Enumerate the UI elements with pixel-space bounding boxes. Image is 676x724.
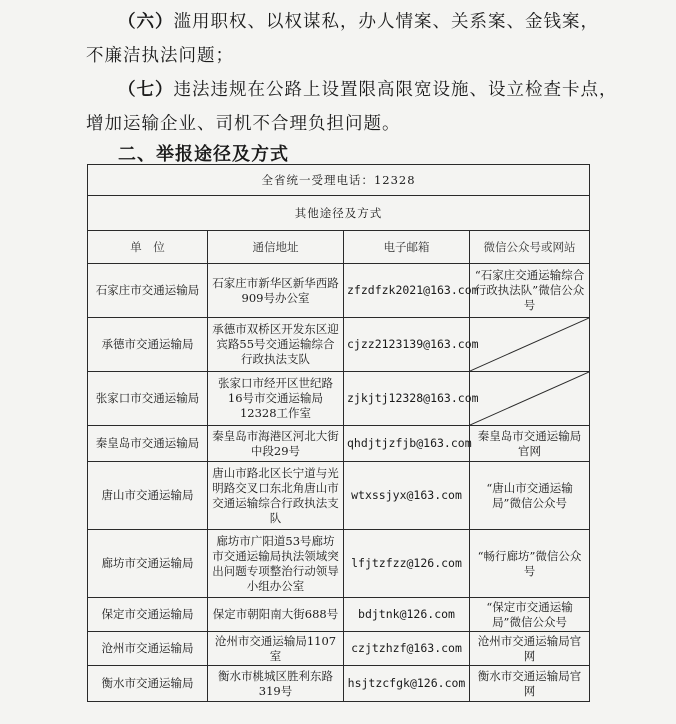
table-row (88, 462, 590, 530)
address-cell: 石家庄市新华区新华西路909号办公室 (208, 264, 344, 318)
address-cell: 承德市双桥区开发东区迎宾路55号交通运输综合行政执法支队 (208, 318, 344, 372)
address-cell: 衡水市桃城区胜利东路319号 (208, 666, 344, 702)
diagonal-strike (470, 318, 589, 371)
address-cell: 沧州市交通运输局1107室 (208, 632, 344, 666)
email-cell: czjtzhzf@163.com (344, 632, 470, 666)
address-cell: 保定市朝阳南大街688号 (208, 598, 344, 632)
unit-cell: 石家庄市交通运输局 (88, 264, 208, 318)
item-7-marker: （七） (118, 80, 174, 100)
other-channels-cell: 其他途径及方式 (88, 196, 590, 231)
item-6-marker: （六） (118, 12, 174, 32)
wechat-cell: 衡水市交通运输局官网 (470, 666, 590, 702)
paragraph-item-7-line-2: 增加运输企业、司机不合理负担问题。 (86, 114, 401, 134)
paragraph-item-6-line-2: 不廉洁执法问题； (86, 46, 234, 66)
table-row (88, 666, 590, 702)
unit-cell: 承德市交通运输局 (88, 318, 208, 372)
table-row (88, 530, 590, 598)
wechat-cell-empty (470, 318, 590, 372)
address-cell: 唐山市路北区长宁道与光明路交叉口东北角唐山市交通运输综合行政执法支队 (208, 462, 344, 530)
hotline-row (88, 165, 590, 196)
table-row (88, 372, 590, 426)
item-7-text: 违法违规在公路上设置限高限宽设施、设立检查卡点， (173, 80, 618, 100)
email-cell: zjkjtj12328@163.com (344, 372, 470, 426)
address-cell: 秦皇岛市海港区河北大街中段29号 (208, 426, 344, 462)
other-channels-row (88, 196, 590, 231)
reporting-channels-table (87, 164, 590, 702)
email-cell: hsjtzcfgk@126.com (344, 666, 470, 702)
paragraph-item-7-line-1 (118, 76, 618, 101)
email-cell: cjzz2123139@163.com (344, 318, 470, 372)
unit-cell: 沧州市交通运输局 (88, 632, 208, 666)
address-cell: 廊坊市广阳道53号廊坊市交通运输局执法领域突出问题专项整治行动领导小组办公室 (208, 530, 344, 598)
email-cell: bdjtnk@126.com (344, 598, 470, 632)
table-header-row (88, 231, 590, 264)
wechat-cell-empty (470, 372, 590, 426)
unit-cell: 廊坊市交通运输局 (88, 530, 208, 598)
wechat-cell: 沧州市交通运输局官网 (470, 632, 590, 666)
table-row (88, 264, 590, 318)
address-cell: 张家口市经开区世纪路16号市交通运输局12328工作室 (208, 372, 344, 426)
table-row (88, 426, 590, 462)
email-cell: qhdjtjzfjb@163.com (344, 426, 470, 462)
header-email: 电子邮箱 (344, 231, 470, 264)
table-row (88, 632, 590, 666)
unit-cell: 张家口市交通运输局 (88, 372, 208, 426)
table-row (88, 318, 590, 372)
header-wechat: 微信公众号或网站 (470, 231, 590, 264)
wechat-cell: “唐山市交通运输局”微信公众号 (470, 462, 590, 530)
unit-cell: 保定市交通运输局 (88, 598, 208, 632)
email-cell: zfzdfzk2021@163.com (344, 264, 470, 318)
wechat-cell: “石家庄交通运输综合行政执法队”微信公众号 (470, 264, 590, 318)
diagonal-strike (470, 372, 589, 425)
header-unit: 单 位 (88, 231, 208, 264)
unit-cell: 唐山市交通运输局 (88, 462, 208, 530)
unit-cell: 秦皇岛市交通运输局 (88, 426, 208, 462)
hotline-cell: 全省统一受理电话：12328 (88, 165, 590, 196)
unit-cell: 衡水市交通运输局 (88, 666, 208, 702)
section-heading: 二、举报途径及方式 (118, 144, 289, 165)
wechat-cell: “畅行廊坊”微信公众号 (470, 530, 590, 598)
wechat-cell: “保定市交通运输局”微信公众号 (470, 598, 590, 632)
email-cell: lfjtzfzz@126.com (344, 530, 470, 598)
email-cell: wtxssjyx@163.com (344, 462, 470, 530)
header-address: 通信地址 (208, 231, 344, 264)
wechat-cell: 秦皇岛市交通运输局官网 (470, 426, 590, 462)
paragraph-item-6-line-1 (118, 8, 599, 33)
table-row (88, 598, 590, 632)
item-6-text: 滥用职权、以权谋私，办人情案、关系案、金钱案， (173, 12, 599, 32)
